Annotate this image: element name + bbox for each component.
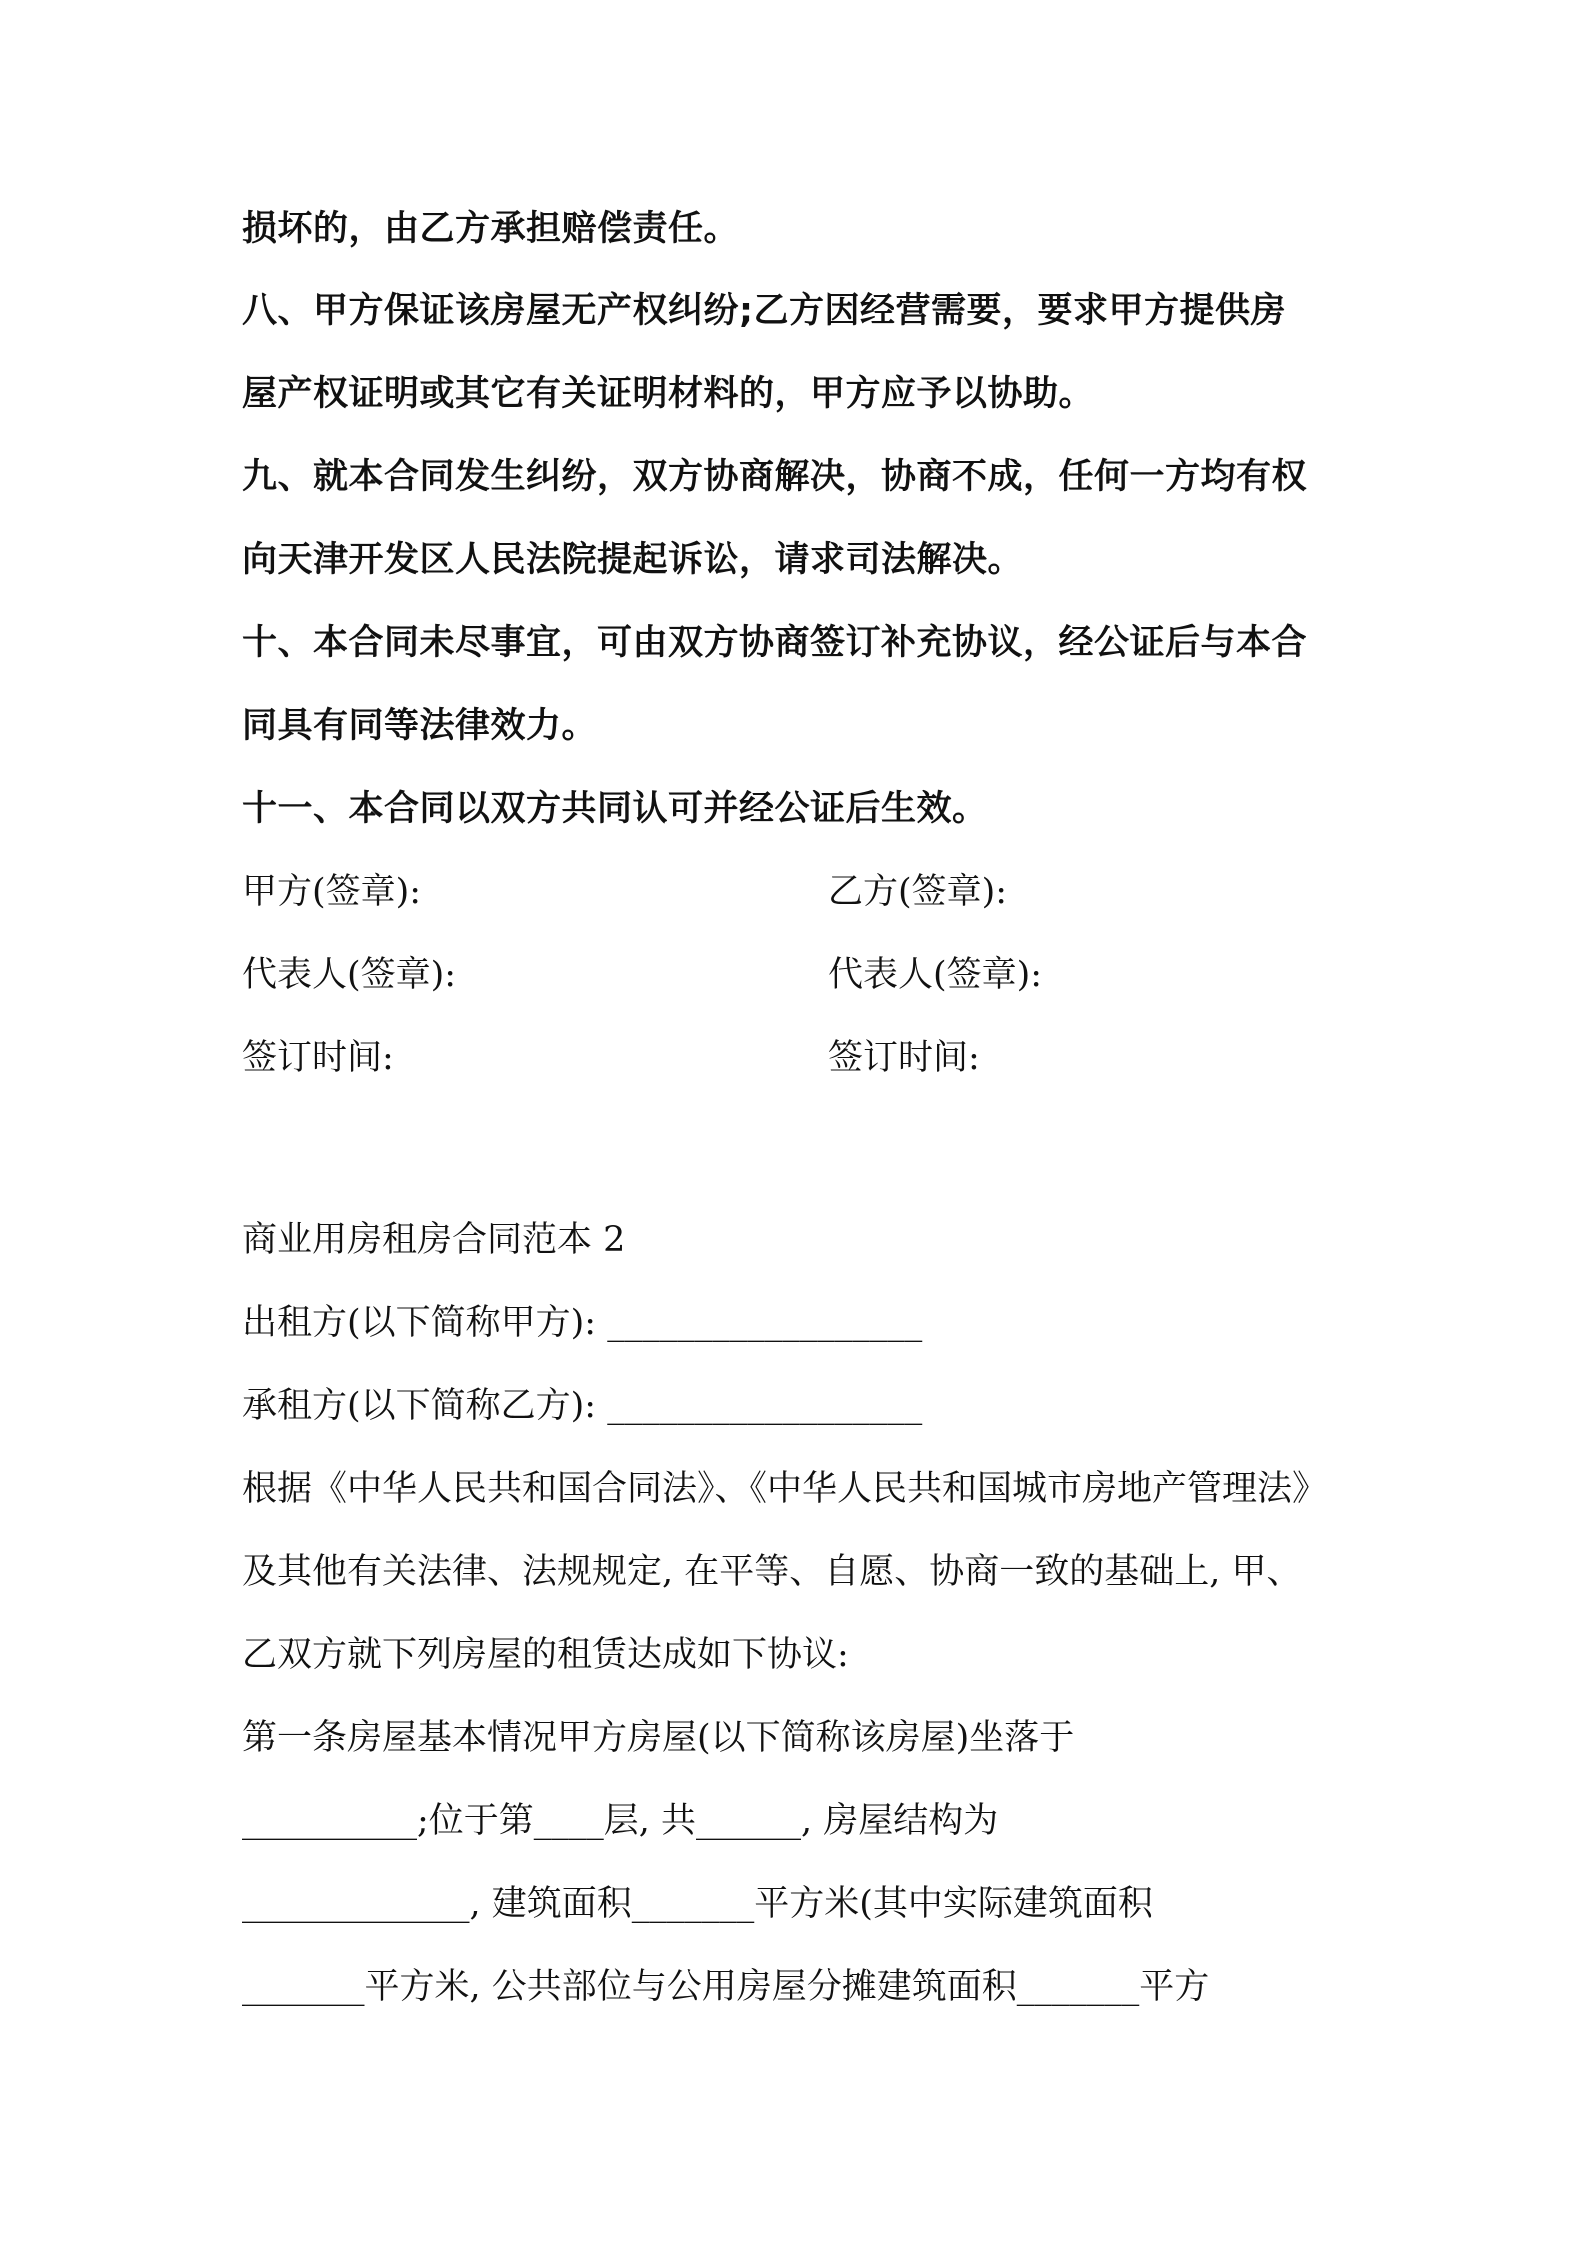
clause-10-text: 十、本合同未尽事宜，可由双方协商签订补充协议，经公证后与本合: [242, 623, 1308, 663]
legal-basis-text: 根据《中华人民共和国合同法》、《中华人民共和国城市房地产管理法》: [242, 1469, 1328, 1509]
party-b-signing-date-label: 签订时间:: [828, 1038, 980, 1078]
article-1-text: 第一条房屋基本情况甲方房屋(以下简称该房屋)坐落于: [242, 1718, 1075, 1758]
contract-2-title: 商业用房租房合同范本 2: [242, 1220, 626, 1260]
clause-9-text: 九、就本合同发生纠纷，双方协商解决，协商不成，任何一方均有权: [242, 457, 1308, 497]
lessor-line: 出租方(以下简称甲方): __________________: [242, 1303, 923, 1343]
clause-9-continued: 向天津开发区人民法院提起诉讼，请求司法解决。: [242, 540, 1024, 580]
article-1-shared-area: _______平方米, 公共部位与公用房屋分摊建筑面积_______平方: [242, 1967, 1210, 2007]
party-b-seal-label: 乙方(签章):: [828, 872, 1008, 912]
clause-11-text: 十一、本合同以双方共同认可并经公证后生效。: [242, 789, 988, 829]
party-a-representative-label: 代表人(签章):: [242, 955, 457, 995]
party-a-seal-label: 甲方(签章):: [242, 872, 422, 912]
article-1-location: __________;位于第____层, 共______, 房屋结构为: [242, 1801, 999, 1841]
lessee-line: 承租方(以下简称乙方): __________________: [242, 1386, 923, 1426]
clause-text: 损坏的，由乙方承担赔偿责任。: [242, 209, 740, 249]
party-b-representative-label: 代表人(签章):: [828, 955, 1043, 995]
clause-8-text: 八、甲方保证该房屋无产权纠纷;乙方因经营需要，要求甲方提供房: [242, 291, 1286, 331]
article-1-area: _____________, 建筑面积_______平方米(其中实际建筑面积: [242, 1884, 1153, 1924]
clause-10-continued: 同具有同等法律效力。: [242, 706, 598, 746]
agreement-intro: 乙双方就下列房屋的租赁达成如下协议:: [242, 1635, 849, 1675]
clause-8-continued: 屋产权证明或其它有关证明材料的，甲方应予以协助。: [242, 374, 1095, 414]
party-a-signing-date-label: 签订时间:: [242, 1038, 394, 1078]
legal-basis-continued: 及其他有关法律、法规规定, 在平等、自愿、协商一致的基础上, 甲、: [242, 1552, 1302, 1592]
